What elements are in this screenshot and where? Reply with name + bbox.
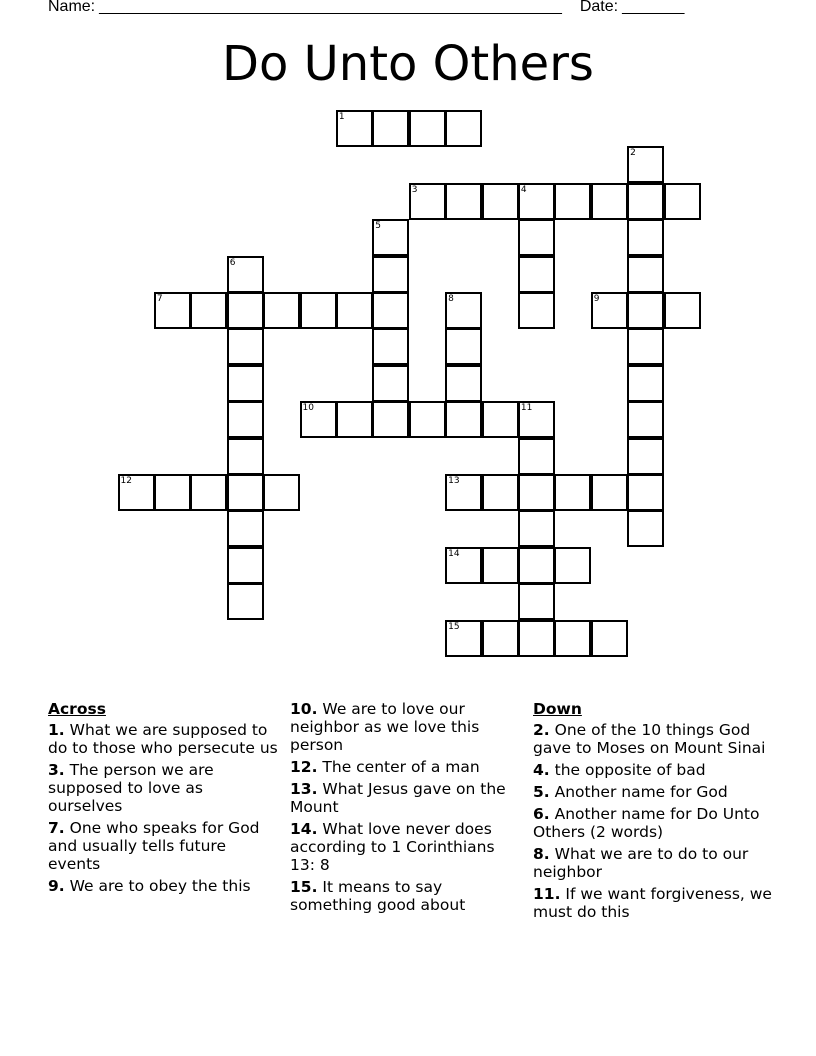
grid-cell[interactable] — [664, 183, 701, 220]
grid-cell[interactable] — [518, 547, 555, 584]
clue-text: One of the 10 things God gave to Moses on Mount Sinai — [533, 721, 766, 757]
grid-cell[interactable] — [445, 401, 482, 438]
cell-number: 4 — [520, 184, 527, 195]
grid-cell[interactable] — [409, 183, 446, 220]
grid-cell[interactable] — [482, 620, 519, 657]
grid-cell[interactable] — [554, 474, 591, 511]
grid-cell[interactable] — [227, 438, 264, 475]
grid-cell[interactable] — [336, 110, 373, 147]
clue-number: 12. — [290, 758, 318, 776]
grid-cell[interactable] — [591, 620, 628, 657]
grid-cell[interactable] — [409, 110, 446, 147]
grid-cell[interactable] — [627, 365, 664, 402]
grid-cell[interactable] — [372, 256, 409, 293]
down-clues — [533, 700, 773, 925]
clue-text: What we are supposed to do to those who persecute us — [48, 721, 278, 757]
cell-number: 6 — [229, 257, 236, 268]
clue-text: What love never does according to 1 Corinthians 13: 8 — [290, 820, 495, 874]
clue — [290, 780, 515, 816]
grid-cell[interactable] — [372, 219, 409, 256]
clue — [48, 721, 280, 757]
across-heading: Across — [48, 700, 106, 718]
clue-text: The person we are supposed to love as ourselves — [48, 761, 214, 815]
grid-cell[interactable] — [518, 620, 555, 657]
grid-cell[interactable] — [445, 183, 482, 220]
grid-cell[interactable] — [118, 474, 155, 511]
cell-number: 8 — [448, 294, 454, 304]
grid-cell[interactable] — [518, 292, 555, 329]
clue-number: 3. — [48, 761, 65, 779]
grid-cell[interactable] — [445, 365, 482, 402]
clue — [48, 877, 280, 895]
clue — [533, 885, 773, 921]
grid-cell[interactable] — [591, 474, 628, 511]
clue-number: 13. — [290, 780, 318, 798]
grid-cell[interactable] — [627, 328, 664, 365]
clue — [533, 805, 773, 841]
grid-cell[interactable] — [627, 474, 664, 511]
clue-text: One who speaks for God and usually tells future events — [48, 819, 260, 873]
clue-number: 11. — [533, 885, 561, 903]
grid-cell[interactable] — [154, 292, 191, 329]
grid-cell[interactable] — [445, 328, 482, 365]
cell-number: 9 — [593, 294, 600, 304]
clue-text: We are to love our neighbor as we love this person — [290, 700, 480, 754]
cell-number: 11 — [520, 403, 533, 414]
clue-text: the opposite of bad — [549, 761, 706, 779]
cell-number: 10 — [302, 403, 314, 414]
grid-cell[interactable] — [518, 219, 555, 256]
grid-cell[interactable] — [445, 110, 482, 147]
grid-cell[interactable] — [627, 219, 664, 256]
grid-cell[interactable] — [518, 474, 555, 511]
grid-cell[interactable] — [300, 401, 337, 438]
clue — [290, 700, 515, 754]
grid-cell[interactable] — [372, 401, 409, 438]
grid-cell[interactable] — [300, 292, 337, 329]
grid-cell[interactable] — [518, 183, 555, 220]
cell-number: 13 — [448, 476, 460, 486]
grid-cell[interactable] — [263, 292, 300, 329]
grid-cell[interactable] — [445, 292, 482, 329]
name-blank[interactable]: ____________________________________________________ — [99, 0, 562, 15]
clue-number: 4. — [533, 761, 550, 779]
grid-cell[interactable] — [627, 146, 664, 183]
clue — [533, 845, 773, 881]
date-blank[interactable]: _______ — [622, 0, 685, 15]
grid-cell[interactable] — [518, 256, 555, 293]
clue — [290, 878, 515, 914]
grid-cell[interactable] — [227, 292, 264, 329]
grid-cell[interactable] — [227, 256, 264, 293]
cell-number: 12 — [120, 476, 132, 486]
clue-number: 1. — [48, 721, 65, 739]
clue-number: 10. — [290, 700, 318, 718]
grid-cell[interactable] — [263, 474, 300, 511]
grid-cell[interactable] — [554, 547, 591, 584]
across-clues — [48, 700, 280, 899]
grid-cell[interactable] — [482, 547, 519, 584]
grid-cell[interactable] — [372, 328, 409, 365]
grid-cell[interactable] — [227, 583, 264, 620]
grid-cell[interactable] — [336, 292, 373, 329]
grid-cell[interactable] — [227, 328, 264, 365]
grid-cell[interactable] — [482, 183, 519, 220]
grid-cell[interactable] — [554, 620, 591, 657]
across-clues-continued — [290, 700, 515, 918]
grid-cell[interactable] — [336, 401, 373, 438]
grid-cell[interactable] — [372, 110, 409, 147]
grid-cell[interactable] — [482, 401, 519, 438]
grid-cell[interactable] — [372, 292, 409, 329]
grid-cell[interactable] — [227, 547, 264, 584]
clue-number: 2. — [533, 721, 550, 739]
clue-number: 7. — [48, 819, 65, 837]
grid-cell[interactable] — [482, 474, 519, 511]
clue-text: The center of a man — [317, 758, 480, 776]
clue-number: 15. — [290, 878, 318, 896]
clue — [290, 758, 515, 776]
grid-cell[interactable] — [627, 438, 664, 475]
clue-text: Another name for Do Unto Others (2 words) — [533, 805, 760, 841]
clue-number: 14. — [290, 820, 318, 838]
clue-text: Another name for God — [549, 783, 728, 801]
grid-cell[interactable] — [190, 292, 227, 329]
grid-cell[interactable] — [627, 183, 664, 220]
grid-cell[interactable] — [154, 474, 191, 511]
grid-cell[interactable] — [227, 401, 264, 438]
cell-number: 7 — [156, 294, 163, 304]
grid-cell[interactable] — [627, 510, 664, 547]
clue — [48, 761, 280, 815]
clue — [533, 721, 773, 757]
cell-number: 5 — [375, 221, 382, 232]
grid-cell[interactable] — [227, 510, 264, 547]
clue-number: 6. — [533, 805, 550, 823]
cell-number: 2 — [630, 148, 636, 159]
grid-cell[interactable] — [591, 183, 628, 220]
clue-text: If we want forgiveness, we must do this — [533, 885, 772, 921]
grid-cell[interactable] — [627, 401, 664, 438]
clue — [48, 819, 280, 873]
page-title: Do Unto Others — [222, 36, 594, 92]
grid-cell[interactable] — [518, 510, 555, 547]
grid-cell[interactable] — [445, 547, 482, 584]
date-label: Date: — [579, 0, 619, 15]
grid-cell[interactable] — [664, 292, 701, 329]
clue-text: It means to say something good about — [290, 878, 466, 914]
grid-cell[interactable] — [372, 365, 409, 402]
grid-cell[interactable] — [518, 438, 555, 475]
grid-cell[interactable] — [445, 620, 482, 657]
clue — [533, 761, 773, 779]
grid-cell[interactable] — [554, 183, 591, 220]
grid-cell[interactable] — [445, 474, 482, 511]
clue — [290, 820, 515, 874]
cell-number: 1 — [338, 112, 345, 122]
clue-number: 8. — [533, 845, 550, 863]
grid-cell[interactable] — [518, 583, 555, 620]
grid-cell[interactable] — [409, 401, 446, 438]
clue-text: We are to obey the this — [64, 877, 251, 895]
grid-cell[interactable] — [227, 365, 264, 402]
cell-number: 3 — [411, 184, 418, 195]
grid-cell[interactable] — [627, 292, 664, 329]
clue-text: What we are to do to our neighbor — [533, 845, 749, 881]
name-label: Name: — [48, 0, 96, 15]
cell-number: 15 — [448, 621, 460, 632]
grid-cell[interactable] — [518, 401, 555, 438]
clue-number: 5. — [533, 783, 550, 801]
cell-number: 14 — [448, 548, 460, 559]
clue-number: 9. — [48, 877, 65, 895]
grid-cell[interactable] — [591, 292, 628, 329]
clue-text: What Jesus gave on the Mount — [290, 780, 506, 816]
clue — [533, 783, 773, 801]
grid-cell[interactable] — [227, 474, 264, 511]
down-heading: Down — [533, 700, 582, 718]
grid-cell[interactable] — [627, 256, 664, 293]
grid-cell[interactable] — [190, 474, 227, 511]
